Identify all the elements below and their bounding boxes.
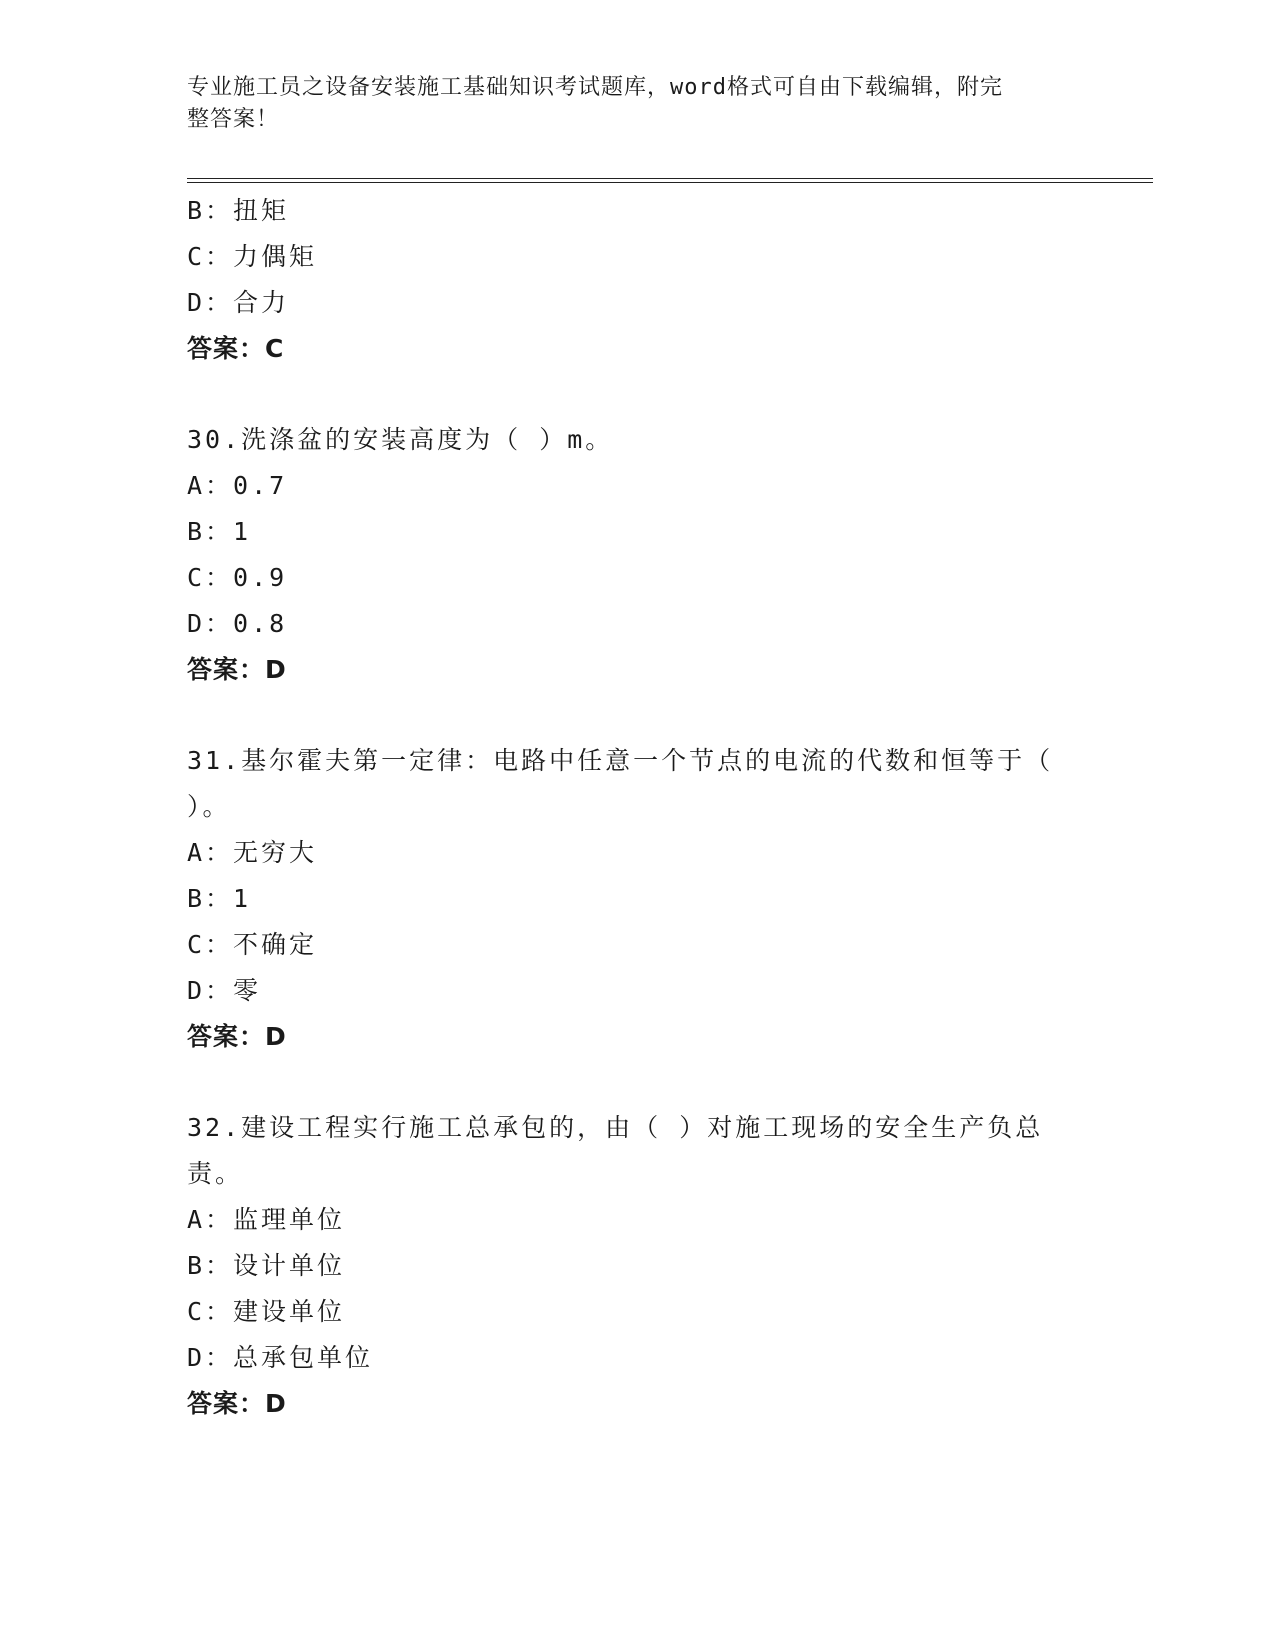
option-b: B：扭矩	[187, 196, 290, 225]
option-c: C：不确定	[187, 930, 318, 959]
option-d: D：合力	[187, 288, 290, 317]
question-text: 30.洗涤盆的安装高度为（ ）m。	[187, 425, 614, 454]
question-block-30	[187, 417, 1087, 693]
spacer	[187, 1060, 1087, 1105]
option-b: B：1	[187, 884, 252, 913]
option-d: D：零	[187, 976, 262, 1005]
answer-line: 答案：C	[187, 334, 285, 363]
header-rule-bottom	[187, 182, 1153, 183]
option-d: D：总承包单位	[187, 1343, 374, 1372]
option-b: B：1	[187, 517, 252, 546]
header-line-1: 专业施工员之设备安装施工基础知识考试题库，word格式可自由下载编辑，附完	[187, 75, 1003, 100]
option-a: A：无穷大	[187, 838, 318, 867]
spacer	[187, 693, 1087, 738]
header-rule-top	[187, 178, 1153, 179]
option-d: D：0.8	[187, 609, 288, 638]
spacer	[187, 372, 1087, 417]
question-block-32	[187, 1105, 1087, 1427]
option-c: C：建设单位	[187, 1297, 346, 1326]
question-text: 31.基尔霍夫第一定律：电路中任意一个节点的电流的代数和恒等于（	[187, 746, 1054, 775]
option-a: A：0.7	[187, 471, 288, 500]
question-text: 32.建设工程实行施工总承包的，由（ ）对施工现场的安全生产负总	[187, 1113, 1044, 1142]
option-a: A：监理单位	[187, 1205, 346, 1234]
question-list	[187, 188, 1087, 1427]
option-c: C：力偶矩	[187, 242, 318, 271]
question-text-continued: ）。	[187, 792, 231, 821]
question-block-29-tail	[187, 188, 1087, 372]
answer-line: 答案：D	[187, 655, 287, 684]
answer-line: 答案：D	[187, 1389, 287, 1418]
question-text-continued: 责。	[187, 1159, 244, 1188]
option-b: B：设计单位	[187, 1251, 346, 1280]
header-line-2: 整答案！	[187, 107, 280, 132]
question-block-31	[187, 738, 1087, 1060]
answer-line: 答案：D	[187, 1022, 287, 1051]
page-header	[187, 72, 1067, 136]
option-c: C：0.9	[187, 563, 288, 592]
